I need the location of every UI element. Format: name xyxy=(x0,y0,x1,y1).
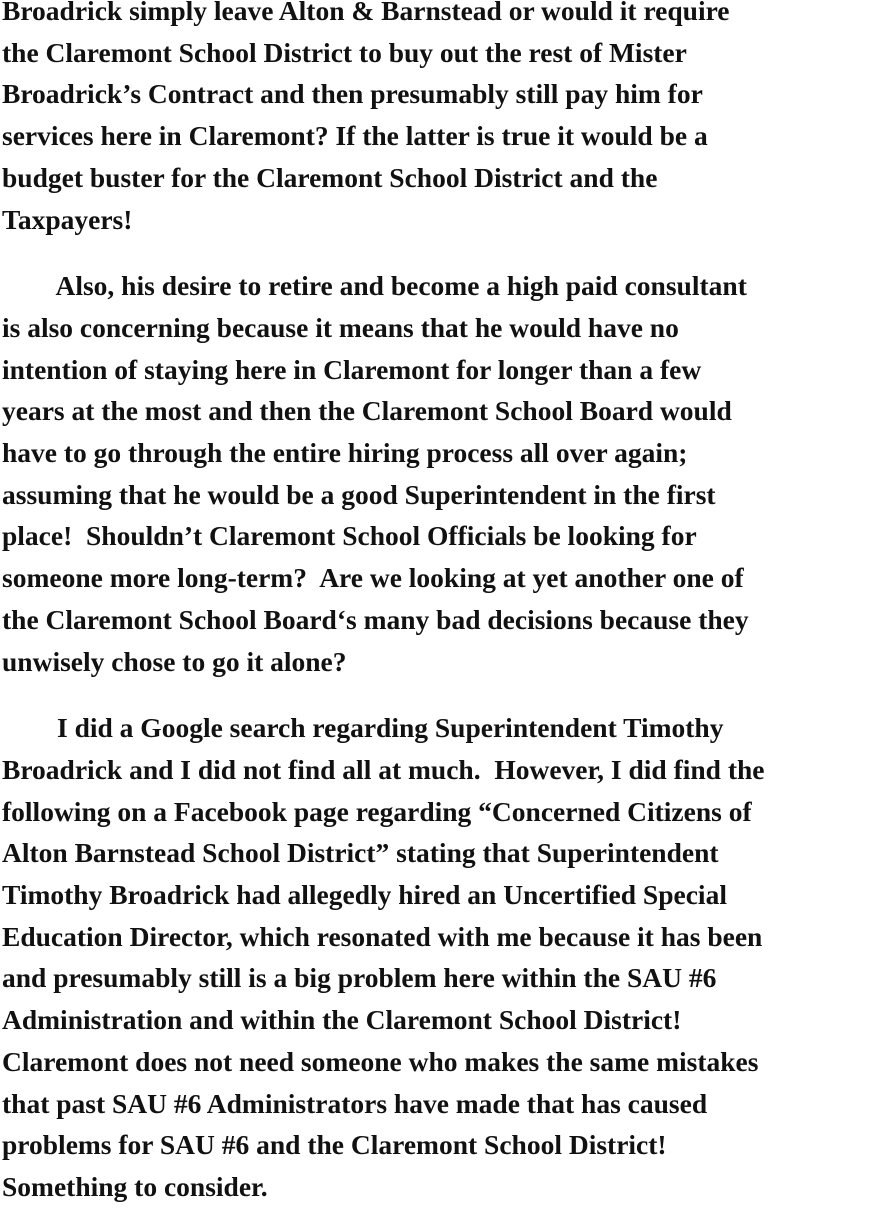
paragraph-retire-consultant xyxy=(2,265,880,682)
text-line: Taxpayers! xyxy=(2,203,133,235)
text-line: the Claremont School Board‘s many bad decisions because they xyxy=(2,603,749,635)
text-line: services here in Claremont? If the latter is true it would be a xyxy=(2,120,708,152)
text-line: Also, his desire to retire and become a high paid consultant xyxy=(2,270,747,302)
text-line: intention of staying here in Claremont for longer than a few xyxy=(2,353,702,385)
text-line: and presumably still is a big problem here within the SAU #6 xyxy=(2,962,717,994)
text-line: unwisely chose to go it alone? xyxy=(2,645,347,677)
text-line: someone more long-term? Are we looking at yet another one of xyxy=(2,562,744,594)
text-line: assuming that he would be a good Superintendent in the first xyxy=(2,478,716,510)
text-line: Broadrick simply leave Alton & Barnstead or would it require xyxy=(2,0,730,26)
text-line: Broadrick’s Contract and then presumably still pay him for xyxy=(2,78,703,110)
text-line: that past SAU #6 Administrators have made that has caused xyxy=(2,1087,708,1119)
text-line: problems for SAU #6 and the Claremont School District! xyxy=(2,1129,667,1161)
paragraph-contract-buyout xyxy=(2,0,880,240)
text-line: Broadrick and I did not find all at much. However, I did find the xyxy=(2,753,765,785)
text-line: place! Shouldn’t Claremont School Officials be looking for xyxy=(2,520,697,552)
text-line: is also concerning because it means that he would have no xyxy=(2,311,679,343)
text-line: budget buster for the Claremont School District and the xyxy=(2,161,658,193)
text-line: Alton Barnstead School District” stating that Superintendent xyxy=(2,837,719,869)
text-line: Timothy Broadrick had allegedly hired an Uncertified Special xyxy=(2,879,727,911)
text-line: the Claremont School District to buy out the rest of Mister xyxy=(2,36,687,68)
paragraph-spacer xyxy=(2,682,880,707)
text-line: Claremont does not need someone who makes the same mistakes xyxy=(2,1045,759,1077)
text-line: Education Director, which resonated with me because it has been xyxy=(2,920,763,952)
paragraph-spacer xyxy=(2,240,880,265)
text-line: years at the most and then the Claremont School Board would xyxy=(2,395,732,427)
text-line: Something to consider. xyxy=(2,1170,268,1202)
text-line: have to go through the entire hiring process all over again; xyxy=(2,437,688,469)
text-line: following on a Facebook page regarding “Concerned Citizens of xyxy=(2,795,752,827)
text-line: I did a Google search regarding Superintendent Timothy xyxy=(2,712,724,744)
document-page xyxy=(2,0,880,1208)
text-line: Administration and within the Claremont School District! xyxy=(2,1004,682,1036)
paragraph-google-search xyxy=(2,707,880,1207)
